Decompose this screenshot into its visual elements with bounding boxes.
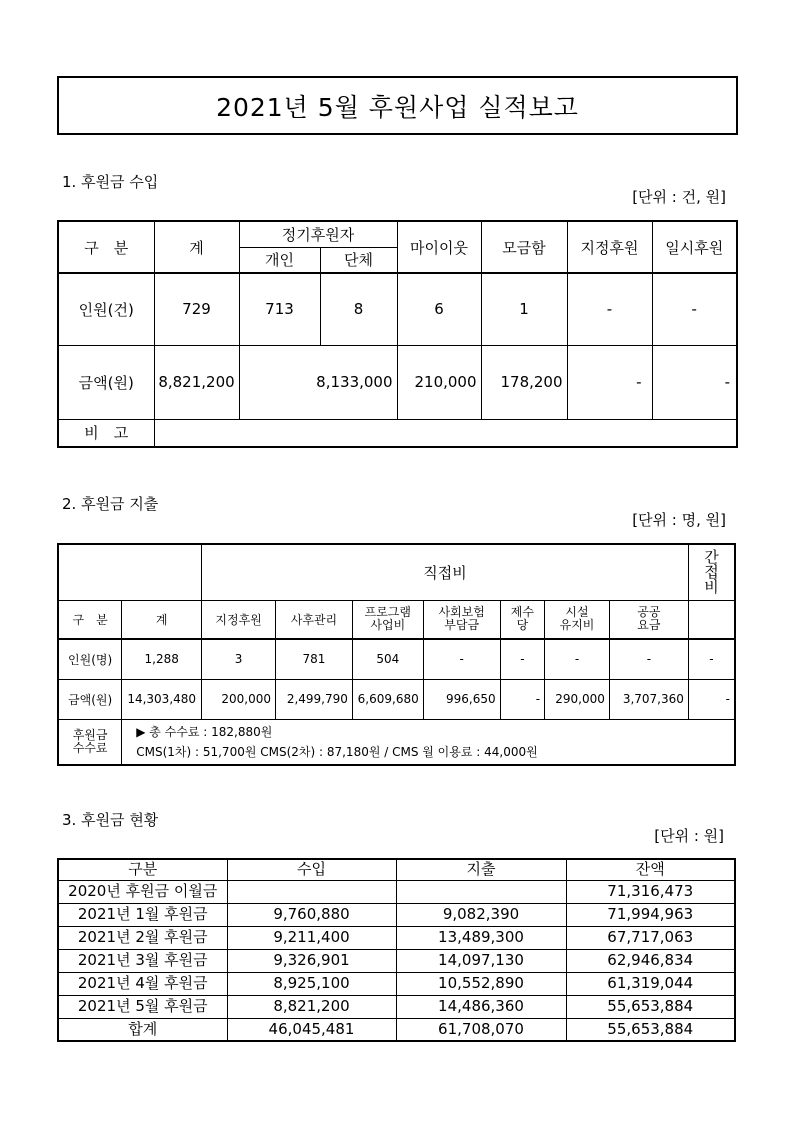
expense-people-row [58,639,735,679]
expense-people-label: 인원(명) [58,639,122,679]
income-amount-row [58,345,737,419]
expense-header-insurance-l1: 사회보험 [438,605,485,620]
section2-heading: 2. 후원금 지출 [62,495,159,513]
status-cell-expense: 10,552,890 [396,972,566,995]
expense-header-facility-l2: 유지비 [559,618,595,633]
income-amount-designated: - [567,345,652,419]
expense-amount-allowance: - [500,679,545,719]
income-header-donation-box: 모금함 [481,221,567,273]
expense-fee-line2: CMS(1차) : 51,700원 CMS(2차) : 87,180원 / CMS 월 이용료 : 44,000원 [136,744,538,759]
table-row [58,995,735,1018]
income-count-myiwoot: 6 [397,273,481,345]
expense-fee-label-l2: 수수료 [72,740,108,755]
status-cell-balance: 67,717,063 [566,926,735,949]
expense-people-insurance: - [423,639,500,679]
expense-people-program: 504 [352,639,423,679]
income-count-individual: 713 [239,273,320,345]
expense-header-blank [58,544,202,600]
expense-header-total: 계 [122,600,202,639]
income-header-category: 구 분 [58,221,154,273]
expense-people-case-mgmt: 781 [276,639,353,679]
income-header-myiwoot: 마이이웃 [397,221,481,273]
expense-header-allowance [500,600,545,639]
expense-amount-facility: 290,000 [545,679,610,719]
expense-amount-total: 14,303,480 [122,679,202,719]
status-cell-income: 9,211,400 [227,926,396,949]
status-header-income: 수입 [227,859,396,880]
income-count-total: 729 [154,273,239,345]
status-cell-income: 8,925,100 [227,972,396,995]
expense-table [57,543,736,766]
expense-people-designated: 3 [202,639,276,679]
table-row [58,903,735,926]
status-header-row [58,859,735,880]
status-cell-income: 9,326,901 [227,949,396,972]
status-total-expense: 61,708,070 [396,1018,566,1041]
expense-people-utility: - [609,639,688,679]
expense-fee-row [58,719,735,765]
status-cell-balance: 55,653,884 [566,995,735,1018]
table-row [58,926,735,949]
status-table [57,858,736,1042]
status-total-income: 46,045,481 [227,1018,396,1041]
status-cell-balance: 71,994,963 [566,903,735,926]
expense-header-indirect-text: 간 접 비 [704,547,719,596]
income-header-regular: 정기후원자 [239,221,397,247]
expense-header-program-l1: 프로그램 [364,605,411,620]
section1-unit: [단위 : 건, 원] [632,188,726,206]
status-cell-balance: 62,946,834 [566,949,735,972]
income-header-individual: 개인 [239,247,320,273]
expense-header-facility-l1: 시설 [565,605,589,620]
status-total-balance: 55,653,884 [566,1018,735,1041]
income-header-group: 단체 [320,247,397,273]
status-cell-income: 9,760,880 [227,903,396,926]
status-cell-category: 2021년 4월 후원금 [58,972,227,995]
status-cell-expense: 14,097,130 [396,949,566,972]
expense-fee-detail [122,719,735,765]
income-count-one-time: - [652,273,737,345]
status-cell-expense: 14,486,360 [396,995,566,1018]
expense-amount-insurance: 996,650 [423,679,500,719]
expense-fee-label [58,719,122,765]
income-amount-one-time: - [652,345,737,419]
section3-heading: 3. 후원금 현황 [62,811,159,829]
status-cell-expense [396,880,566,903]
expense-header-program-l2: 사업비 [370,618,406,633]
expense-people-facility: - [545,639,610,679]
expense-amount-label: 금액(원) [58,679,122,719]
status-cell-category: 2021년 1월 후원금 [58,903,227,926]
expense-header-indirect-sub [688,600,735,639]
expense-amount-designated: 200,000 [202,679,276,719]
income-amount-label: 금액(원) [58,345,154,419]
expense-header-allowance-l2: 당 [516,618,529,633]
section2-unit: [단위 : 명, 원] [632,511,726,529]
income-header-one-time: 일시후원 [652,221,737,273]
expense-header-utility [609,600,688,639]
status-header-category: 구분 [58,859,227,880]
expense-header-case-mgmt: 사후관리 [276,600,353,639]
status-cell-category: 2020년 후원금 이월금 [58,880,227,903]
status-header-expense: 지출 [396,859,566,880]
expense-header-program [352,600,423,639]
expense-header-designated: 지정후원 [202,600,276,639]
expense-header-insurance-l2: 부담금 [444,618,480,633]
income-header-designated: 지정후원 [567,221,652,273]
section3-unit: [단위 : 원] [654,827,724,845]
expense-amount-program: 6,609,680 [352,679,423,719]
expense-amount-row [58,679,735,719]
expense-fee-label-l1: 후원금 [72,727,108,742]
status-cell-balance: 71,316,473 [566,880,735,903]
expense-amount-indirect: - [688,679,735,719]
status-header-balance: 잔액 [566,859,735,880]
income-table [57,220,738,448]
income-amount-total: 8,821,200 [154,345,239,419]
expense-amount-utility: 3,707,360 [609,679,688,719]
expense-header-insurance [423,600,500,639]
income-remarks-row [58,419,737,447]
expense-people-allowance: - [500,639,545,679]
income-remarks-value [154,419,737,447]
status-total-row [58,1018,735,1041]
section1-heading: 1. 후원금 수입 [62,173,159,191]
status-cell-category: 2021년 2월 후원금 [58,926,227,949]
status-cell-income [227,880,396,903]
income-header-total: 계 [154,221,239,273]
table-row [58,949,735,972]
income-count-designated: - [567,273,652,345]
status-cell-category: 2021년 3월 후원금 [58,949,227,972]
income-count-group: 8 [320,273,397,345]
status-total-label: 합계 [58,1018,227,1041]
income-amount-regular: 8,133,000 [239,345,397,419]
expense-people-indirect: - [688,639,735,679]
expense-amount-case-mgmt: 2,499,790 [276,679,353,719]
status-cell-income: 8,821,200 [227,995,396,1018]
income-count-donation-box: 1 [481,273,567,345]
report-title-box [57,76,738,135]
expense-header-utility-l1: 공공 [637,605,661,620]
expense-header-facility [545,600,610,639]
status-cell-expense: 13,489,300 [396,926,566,949]
income-count-label: 인원(건) [58,273,154,345]
expense-fee-line1: ▶ 총 수수료 : 182,880원 [136,724,273,739]
status-cell-balance: 61,319,044 [566,972,735,995]
report-title: 2021년 5월 후원사업 실적보고 [216,92,579,122]
expense-header-indirect [688,544,735,600]
income-remarks-label: 비 고 [58,419,154,447]
expense-header-allowance-l1: 제수 [510,605,534,620]
income-count-row [58,273,737,345]
table-row [58,880,735,903]
expense-header-direct: 직접비 [202,544,689,600]
expense-header-utility-l2: 요금 [637,618,661,633]
status-cell-expense: 9,082,390 [396,903,566,926]
income-amount-donation-box: 178,200 [481,345,567,419]
table-row [58,972,735,995]
expense-people-total: 1,288 [122,639,202,679]
status-cell-category: 2021년 5월 후원금 [58,995,227,1018]
expense-header-category: 구 분 [58,600,122,639]
income-amount-myiwoot: 210,000 [397,345,481,419]
